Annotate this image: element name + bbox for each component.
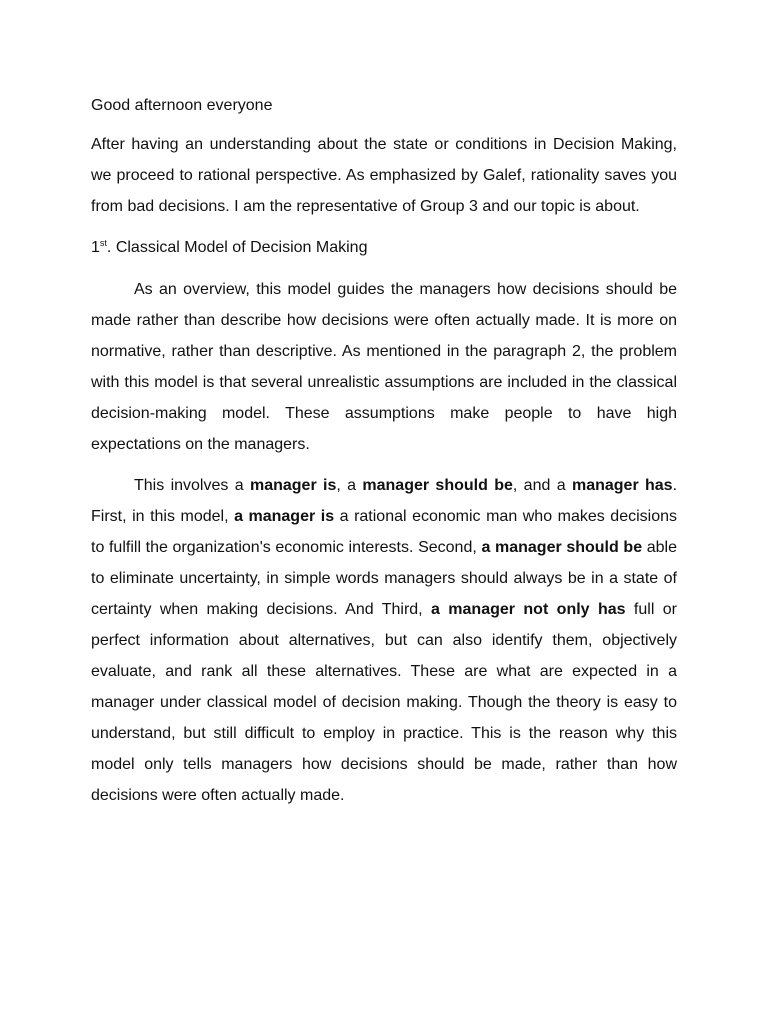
overview-paragraph: As an overview, this model guides the managers how decisions should be made rather than describe how decisions were often actually made. It is more on normative, rather than descriptive. As mentioned in the paragraph 2, the problem with this model is that several unrealistic assumptions are included in the classical decision-making model. These assumptions make people to have high expectations on the managers. bbox=[91, 281, 677, 453]
intro-paragraph: After having an understanding about the state or conditions in Decision Making, we proceed to rational perspective. As emphasized by Galef, rationality saves you from bad decisions. I am the representative of Group 3 and our topic is about. bbox=[91, 136, 677, 215]
heading-ordinal-suffix: st bbox=[99, 238, 107, 248]
manager-roles-paragraph bbox=[91, 470, 677, 811]
heading-title: . Classical Model of Decision Making bbox=[106, 239, 368, 256]
greeting-line: Good afternoon everyone bbox=[91, 97, 273, 114]
section-heading bbox=[91, 232, 677, 263]
text-run: able to eliminate uncertainty, in simple words managers should always be in a state of certainty when making decisions. And Third, bbox=[91, 539, 677, 618]
text-run: a rational economic man who makes decisions to fulfill the organization's economic interests. Second, bbox=[91, 508, 678, 556]
bold-term: a manager not only has bbox=[431, 601, 626, 618]
bold-term: manager has bbox=[571, 477, 673, 494]
text-run: full or perfect information about alternatives, but can also identify them, objectively evaluate, and rank all these alternatives. These are what are expected in a manager under classical model of decision making. Though the theory is easy to understand, but still difficult to employ in practice. This is the reason why this model only tells managers how decisions should be made, rather than how decisions were often actually made. bbox=[91, 601, 677, 804]
text-run: , and a bbox=[512, 477, 572, 494]
bold-term: a manager is bbox=[234, 508, 335, 525]
document-page bbox=[91, 90, 677, 811]
text-run: This involves a bbox=[134, 477, 250, 494]
bold-term: manager is bbox=[249, 477, 337, 494]
text-run: . First, in this model, bbox=[91, 477, 678, 525]
bold-term: a manager should be bbox=[481, 539, 643, 556]
text-run: , a bbox=[336, 477, 363, 494]
heading-number: 1 bbox=[91, 239, 100, 256]
bold-term: manager should be bbox=[362, 477, 513, 494]
